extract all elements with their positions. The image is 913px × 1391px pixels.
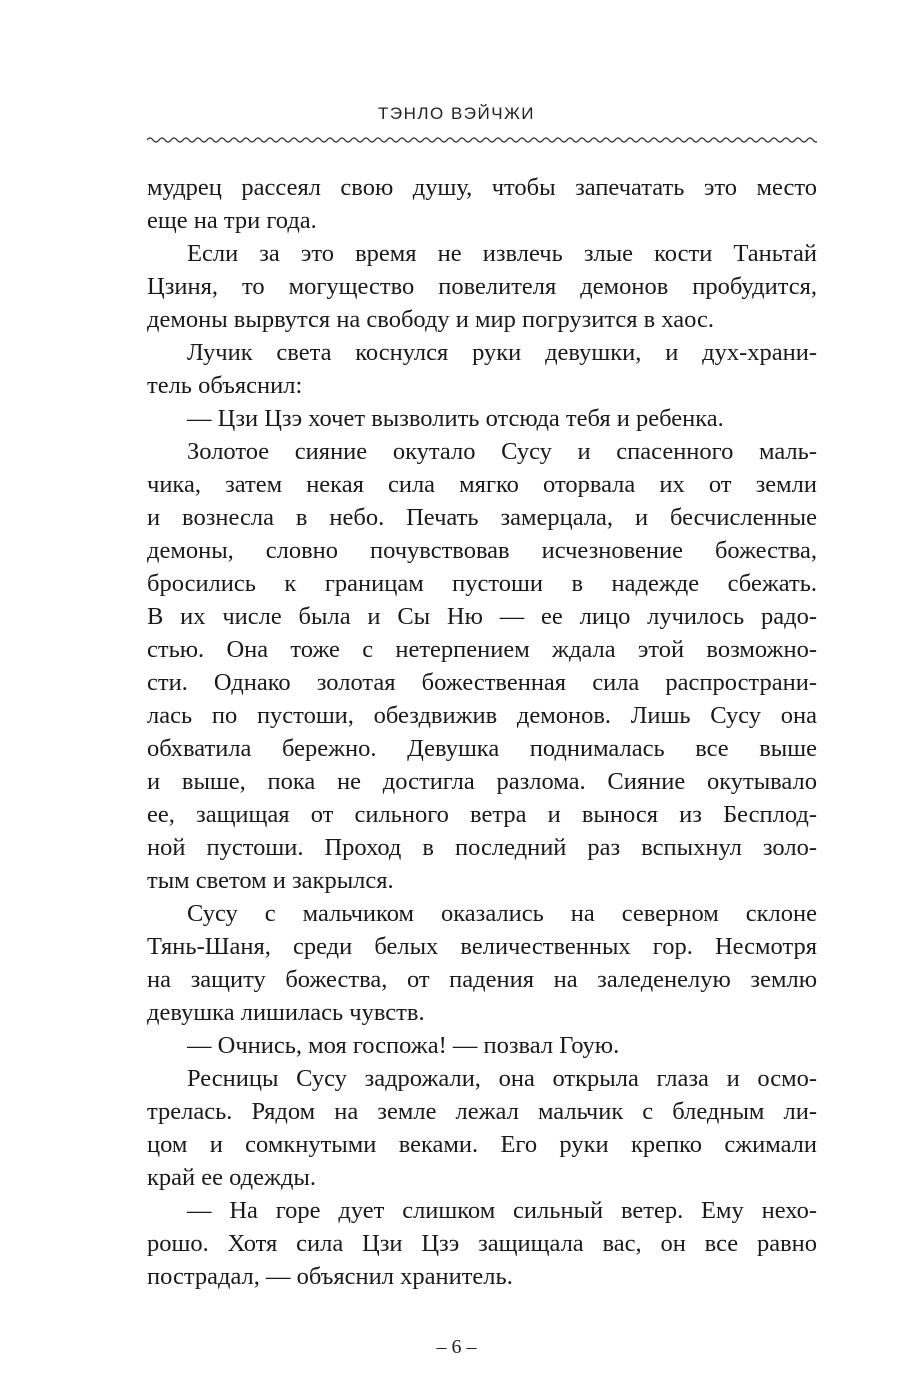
text-line: — Очнись, моя госпожа! — позвал Гоую. xyxy=(187,1032,620,1059)
text-line: мудрец рассеял свою душу, чтобы запечатать это место xyxy=(147,174,817,201)
text-line: демоны, словно почувствовав исчезновение божества, xyxy=(147,537,817,564)
text-line: девушка лишилась чувств. xyxy=(147,999,425,1026)
text-line: чика, затем некая сила мягко оторвала их от земли xyxy=(147,471,817,498)
running-head: ТЭНЛО ВЭЙЧЖИ xyxy=(377,104,535,123)
text-line: обхватила бережно. Девушка поднималась все выше xyxy=(147,735,817,762)
text-line: лась по пустоши, обездвижив демонов. Лишь Сусу она xyxy=(147,702,817,729)
text-line: ной пустоши. Проход в последний раз вспыхнул золо- xyxy=(147,834,817,861)
text-line: тель объяснил: xyxy=(147,372,303,399)
text-line: Цзиня, то могущество повелителя демонов пробудится, xyxy=(147,273,817,300)
text-line: еще на три года. xyxy=(147,207,317,234)
text-line: Тянь-Шаня, среди белых величественных гор. Несмотря xyxy=(147,933,817,960)
text-line: демоны вырвутся на свободу и мир погрузится в хаос. xyxy=(147,306,715,333)
text-line: — На горе дует слишком сильный ветер. Ему нехо- xyxy=(187,1197,817,1224)
wavy-rule-ornament xyxy=(147,134,817,146)
text-line: Ресницы Сусу задрожали, она открыла глаза и осмо- xyxy=(187,1065,817,1092)
text-line: на защиту божества, от падения на заледенелую землю xyxy=(147,966,817,993)
text-line: ее, защищая от сильного ветра и вынося из Бесплод- xyxy=(147,801,817,828)
text-line: цом и сомкнутыми веками. Его руки крепко сжимали xyxy=(147,1131,817,1158)
text-line: и вознесла в небо. Печать замерцала, и бесчисленные xyxy=(147,504,817,531)
text-line: Если за это время не извлечь злые кости Таньтай xyxy=(187,240,817,267)
text-line: бросились к границам пустоши в надежде сбежать. xyxy=(147,570,817,597)
page-number: – 6 – xyxy=(436,1336,477,1358)
text-line: Золотое сияние окутало Сусу и спасенного маль- xyxy=(187,438,817,465)
text-line: В их числе была и Сы Ню — ее лицо лучилось радо- xyxy=(147,603,817,630)
text-line: — Цзи Цзэ хочет вызволить отсюда тебя и ребенка. xyxy=(187,405,724,432)
text-line: и выше, пока не достигла разлома. Сияние окутывало xyxy=(147,768,817,795)
text-line: Лучик света коснулся руки девушки, и дух-храни- xyxy=(187,339,817,366)
text-line: стью. Она тоже с нетерпением ждала этой возможно- xyxy=(147,636,817,663)
text-line: пострадал, — объяснил хранитель. xyxy=(147,1263,513,1290)
body-text xyxy=(147,171,817,1293)
text-line: сти. Однако золотая божественная сила распространи- xyxy=(147,669,817,696)
text-line: Сусу с мальчиком оказались на северном склоне xyxy=(187,900,817,927)
text-line: тым светом и закрылся. xyxy=(147,867,394,894)
text-line: трелась. Рядом на земле лежал мальчик с бледным ли- xyxy=(147,1098,817,1125)
text-line: рошо. Хотя сила Цзи Цзэ защищала вас, он все равно xyxy=(147,1230,817,1257)
text-line: край ее одежды. xyxy=(147,1164,316,1191)
